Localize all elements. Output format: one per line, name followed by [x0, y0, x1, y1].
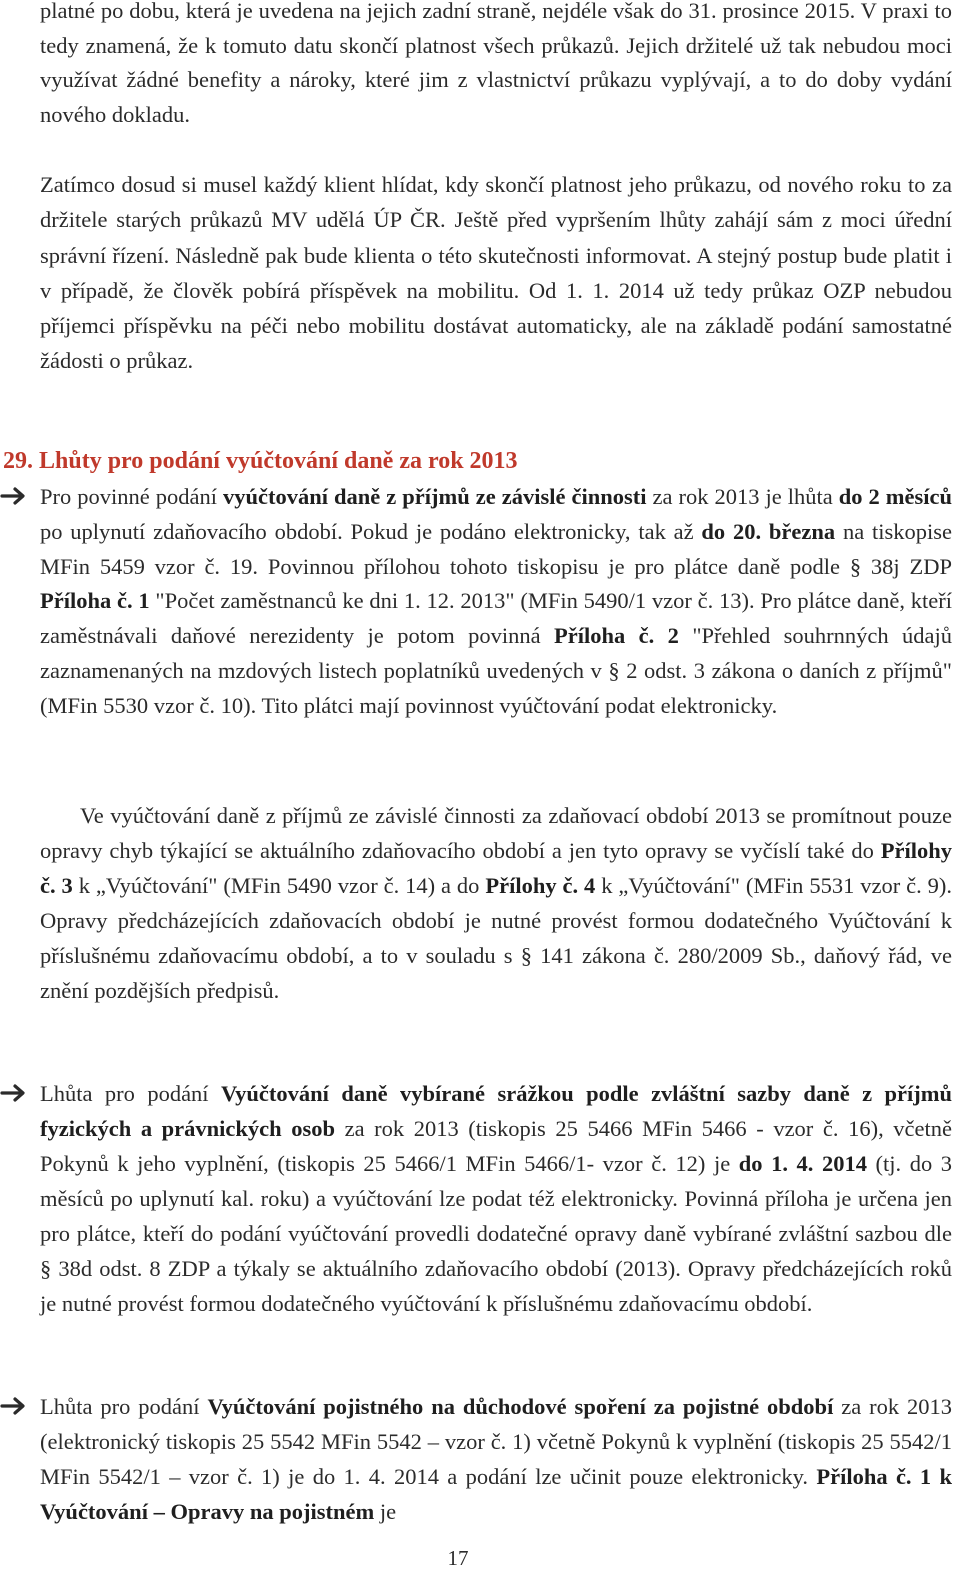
intro-paragraph: platné po dobu, která je uvedena na jejich zadní straně, nejdéle však do 31. prosince 2015. V praxi to tedy znamená, že k tomuto datu skončí platnost všech průkazů. Jejich držitelé už tak nebudou moci využívat žádné benefity a nároky, které jim z vlastnictví průkazu vyplývají, a to do doby vydání nového dokladu.: [40, 0, 952, 128]
section-number: 29.: [3, 448, 33, 474]
section-title: Lhůty pro podání vyúčtování daně za rok 2013: [39, 448, 518, 474]
paragraph-id-card-renewal: Zatímco dosud si musel každý klient hlídat, kdy skončí platnost jeho průkazu, od nového roku to za držitele starých průkazů MV udělá ÚP ČR. Ještě před vypršením lhůty zahájí sám z moci úřední správní řízení. Následně pak bude klienta o této skutečnosti informovat. A stejný postup bude platit i v případě, že člověk pobírá příspěvek na mobilitu. Od 1. 1. 2014 už tedy průkaz OZP nebudou příjemci příspěvku na péči nebo mobilitu dostávat automaticky, ale na základě podání samostatné žádosti o průkaz.: [40, 172, 952, 374]
section-heading: [3, 443, 518, 479]
bullet-employment-tax-statement: Pro povinné podání vyúčtování daně z příjmů ze závislé činnosti za rok 2013 je lhůta do 2 měsíců po uplynutí zdaňovacího období. Pokud je podáno elektronicky, tak až do 20. března na tiskopise MFin 5459 vzor č. 19. Povinnou přílohou tohoto tiskopisu je pro plátce daně podle § 38j ZDP Příloha č. 1 "Počet zaměstnanců ke dni 1. 12. 2013" (MFin 5490/1 vzor č. 13). Pro plátce daně, kteří zaměstnávali daňové nerezidenty je potom povinná Příloha č. 2 "Přehled souhrnných údajů zaznamenaných na mzdových listech poplatníků uvedených v § 2 odst. 3 zákona o daních z příjmů" (MFin 5530 vzor č. 10). Tito plátci mají povinnost vyúčtování podat elektronicky.: [40, 484, 953, 718]
paragraph-corrections: Ve vyúčtování daně z příjmů ze závislé činnosti za zdaňovací období 2013 se promítnout pouze opravy chyb týkající se aktuálního zdaňovacího období a jen tyto opravy se vyčíslí také do Přílohy č. 3 k „Vyúčtování" (MFin 5490 vzor č. 14) a do Přílohy č. 4 k „Vyúčtování" (MFin 5531 vzor č. 9). Opravy předcházejících zdaňovacích období je nutné provést formou dodatečného Vyúčtování k příslušnému zdaňovacímu období, a to v souladu s § 141 zákona č. 280/2009 Sb., daňový řád, ve znění pozdějších předpisů.: [40, 803, 953, 1003]
bullet-pension-savings-statement: Lhůta pro podání Vyúčtování pojistného na důchodové spoření za pojistné období za rok 2013 (elektronický tiskopis 25 5542 MFin 5542 – vzor č. 1) včetně Pokynů k vyplnění (tiskopis 25 5542/1 MFin 5542/1 – vzor č. 1) je do 1. 4. 2014 a podání lze učinit pouze elektronicky. Příloha č. 1 k Vyúčtování – Opravy na pojistném je: [40, 1394, 953, 1524]
arrow-bullet-icon: [0, 1081, 30, 1105]
page-number: 17: [447, 1546, 469, 1570]
bullet-withholding-tax-statement: Lhůta pro podání Vyúčtování daně vybírané srážkou podle zvláštní sazby daně z příjmů fyzických a právnických osob za rok 2013 (tiskopis 25 5466 MFin 5466 - vzor č. 16), včetně Pokynů k jeho vyplnění, (tiskopis 25 5466/1 MFin 5466/1- vzor č. 12) je do 1. 4. 2014 (tj. do 3 měsíců po uplynutí kal. roku) a vyúčtování lze podat též elektronicky. Povinná příloha je určena jen pro plátce, kteří do podání vyúčtování provedli dodatečné opravy daně vybírané zvláštní sazbou dle § 38d odst. 8 ZDP a týkaly se aktuálního zdaňovacího období (2013). Opravy předcházejících roků je nutné provést formou dodatečného vyúčtování k příslušnému zdaňovacímu období.: [40, 1081, 953, 1316]
arrow-bullet-icon: [0, 1394, 30, 1418]
arrow-bullet-icon: [0, 484, 30, 508]
